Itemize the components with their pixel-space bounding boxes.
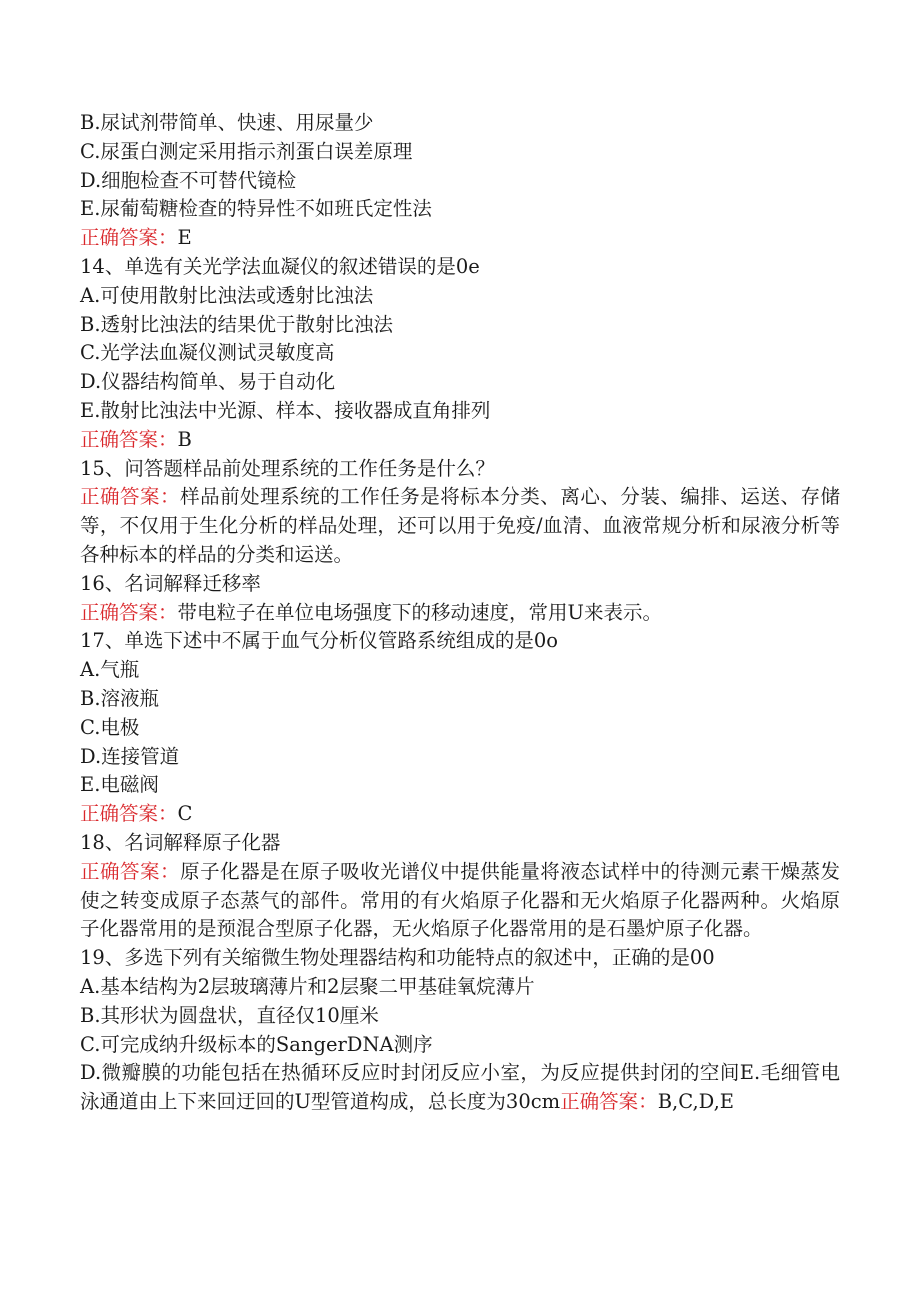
option-a: A.气瓶 [80,658,140,682]
option-d: D.微瓣膜的功能包括在热循环反应时封闭反应小室，为反应提供封闭的空间 [80,1061,740,1085]
answer-line [80,599,840,628]
option-e: E.尿葡萄糖检查的特异性不如班氏定性法 [80,197,432,221]
answer-label: 正确答案： [560,1090,658,1114]
question-19: 19、多选下列有关缩微生物处理器结构和功能特点的叙述中，正确的是00 [80,946,715,970]
answer-value: B,C,D,E [657,1090,735,1114]
option-b: B.尿试剂带简单、快速、用尿量少 [80,111,374,134]
option-d-e-paragraph [80,1059,840,1117]
question-14: 14、单选有关光学法血凝仪的叙述错误的是0e [80,254,480,278]
option-b: B.透射比浊法的结果优于散射比浊法 [80,312,394,336]
answer-value: E [177,226,192,250]
option-d: D.仪器结构简单、易于自动化 [80,370,336,394]
answer-value: C [177,802,193,826]
answer-line [80,426,840,455]
question-18: 18、名词解释原子化器 [80,830,281,854]
option-d: D.细胞检查不可替代镜检 [80,168,297,192]
answer-line [80,224,840,253]
option-e: E.毛细管电泳通道由上下来回迂回的U型管道构成，总长度为30cm [80,1061,841,1114]
answer-text: 原子化器是在原子吸收光谱仪中提供能量将液态试样中的待测元素干燥蒸发使之转变成原子态蒸气的部件。常用的有火焰原子化器和无火焰原子化器两种。火焰原子化器常用的是预混合型原子化器，无火焰原子化器常用的是石墨炉原子化器。 [80,859,840,941]
answer-label: 正确答案： [80,485,181,509]
option-e: E.散射比浊法中光源、样本、接收器成直角排列 [80,398,491,422]
answer-label: 正确答案： [80,600,178,624]
option-d: D.连接管道 [80,744,180,768]
answer-label: 正确答案： [80,802,178,826]
answer-label: 正确答案： [80,226,178,250]
option-c: C.电极 [80,715,140,739]
answer-paragraph [80,483,840,569]
option-a: A.基本结构为2层玻璃薄片和2层聚二甲基硅氧烷薄片 [80,974,535,998]
option-b: B.其形状为圆盘状，直径仅10厘米 [80,1003,379,1027]
answer-line [80,800,840,829]
answer-label: 正确答案： [80,427,178,451]
option-c: C.可完成纳升级标本的SangerDNA测序 [80,1032,433,1056]
question-16: 16、名词解释迁移率 [80,571,261,595]
answer-label: 正确答案： [80,859,181,883]
option-c: C.光学法血凝仪测试灵敏度高 [80,341,335,365]
option-e: E.电磁阀 [80,773,159,797]
answer-text: 样品前处理系统的工作任务是将标本分类、离心、分装、编排、运送、存储等，不仅用于生化分析的样品处理，还可以用于免疫/血清、血液常规分析和尿液分析等各种标本的样品的分类和运送。 [80,485,840,566]
option-b: B.溶液瓶 [80,686,160,710]
option-a: A.可使用散射比浊法或透射比浊法 [80,283,374,307]
option-c: C.尿蛋白测定采用指示剂蛋白误差原理 [80,139,413,163]
question-17: 17、单选下述中不属于血气分析仪管路系统组成的是0o [80,629,558,653]
answer-text: 带电粒子在单位电场强度下的移动速度，常用U来表示。 [177,600,662,624]
document-page [80,109,840,1117]
question-15: 15、问答题样品前处理系统的工作任务是什么？ [80,456,495,480]
answer-value: B [177,427,192,451]
answer-paragraph [80,858,840,944]
